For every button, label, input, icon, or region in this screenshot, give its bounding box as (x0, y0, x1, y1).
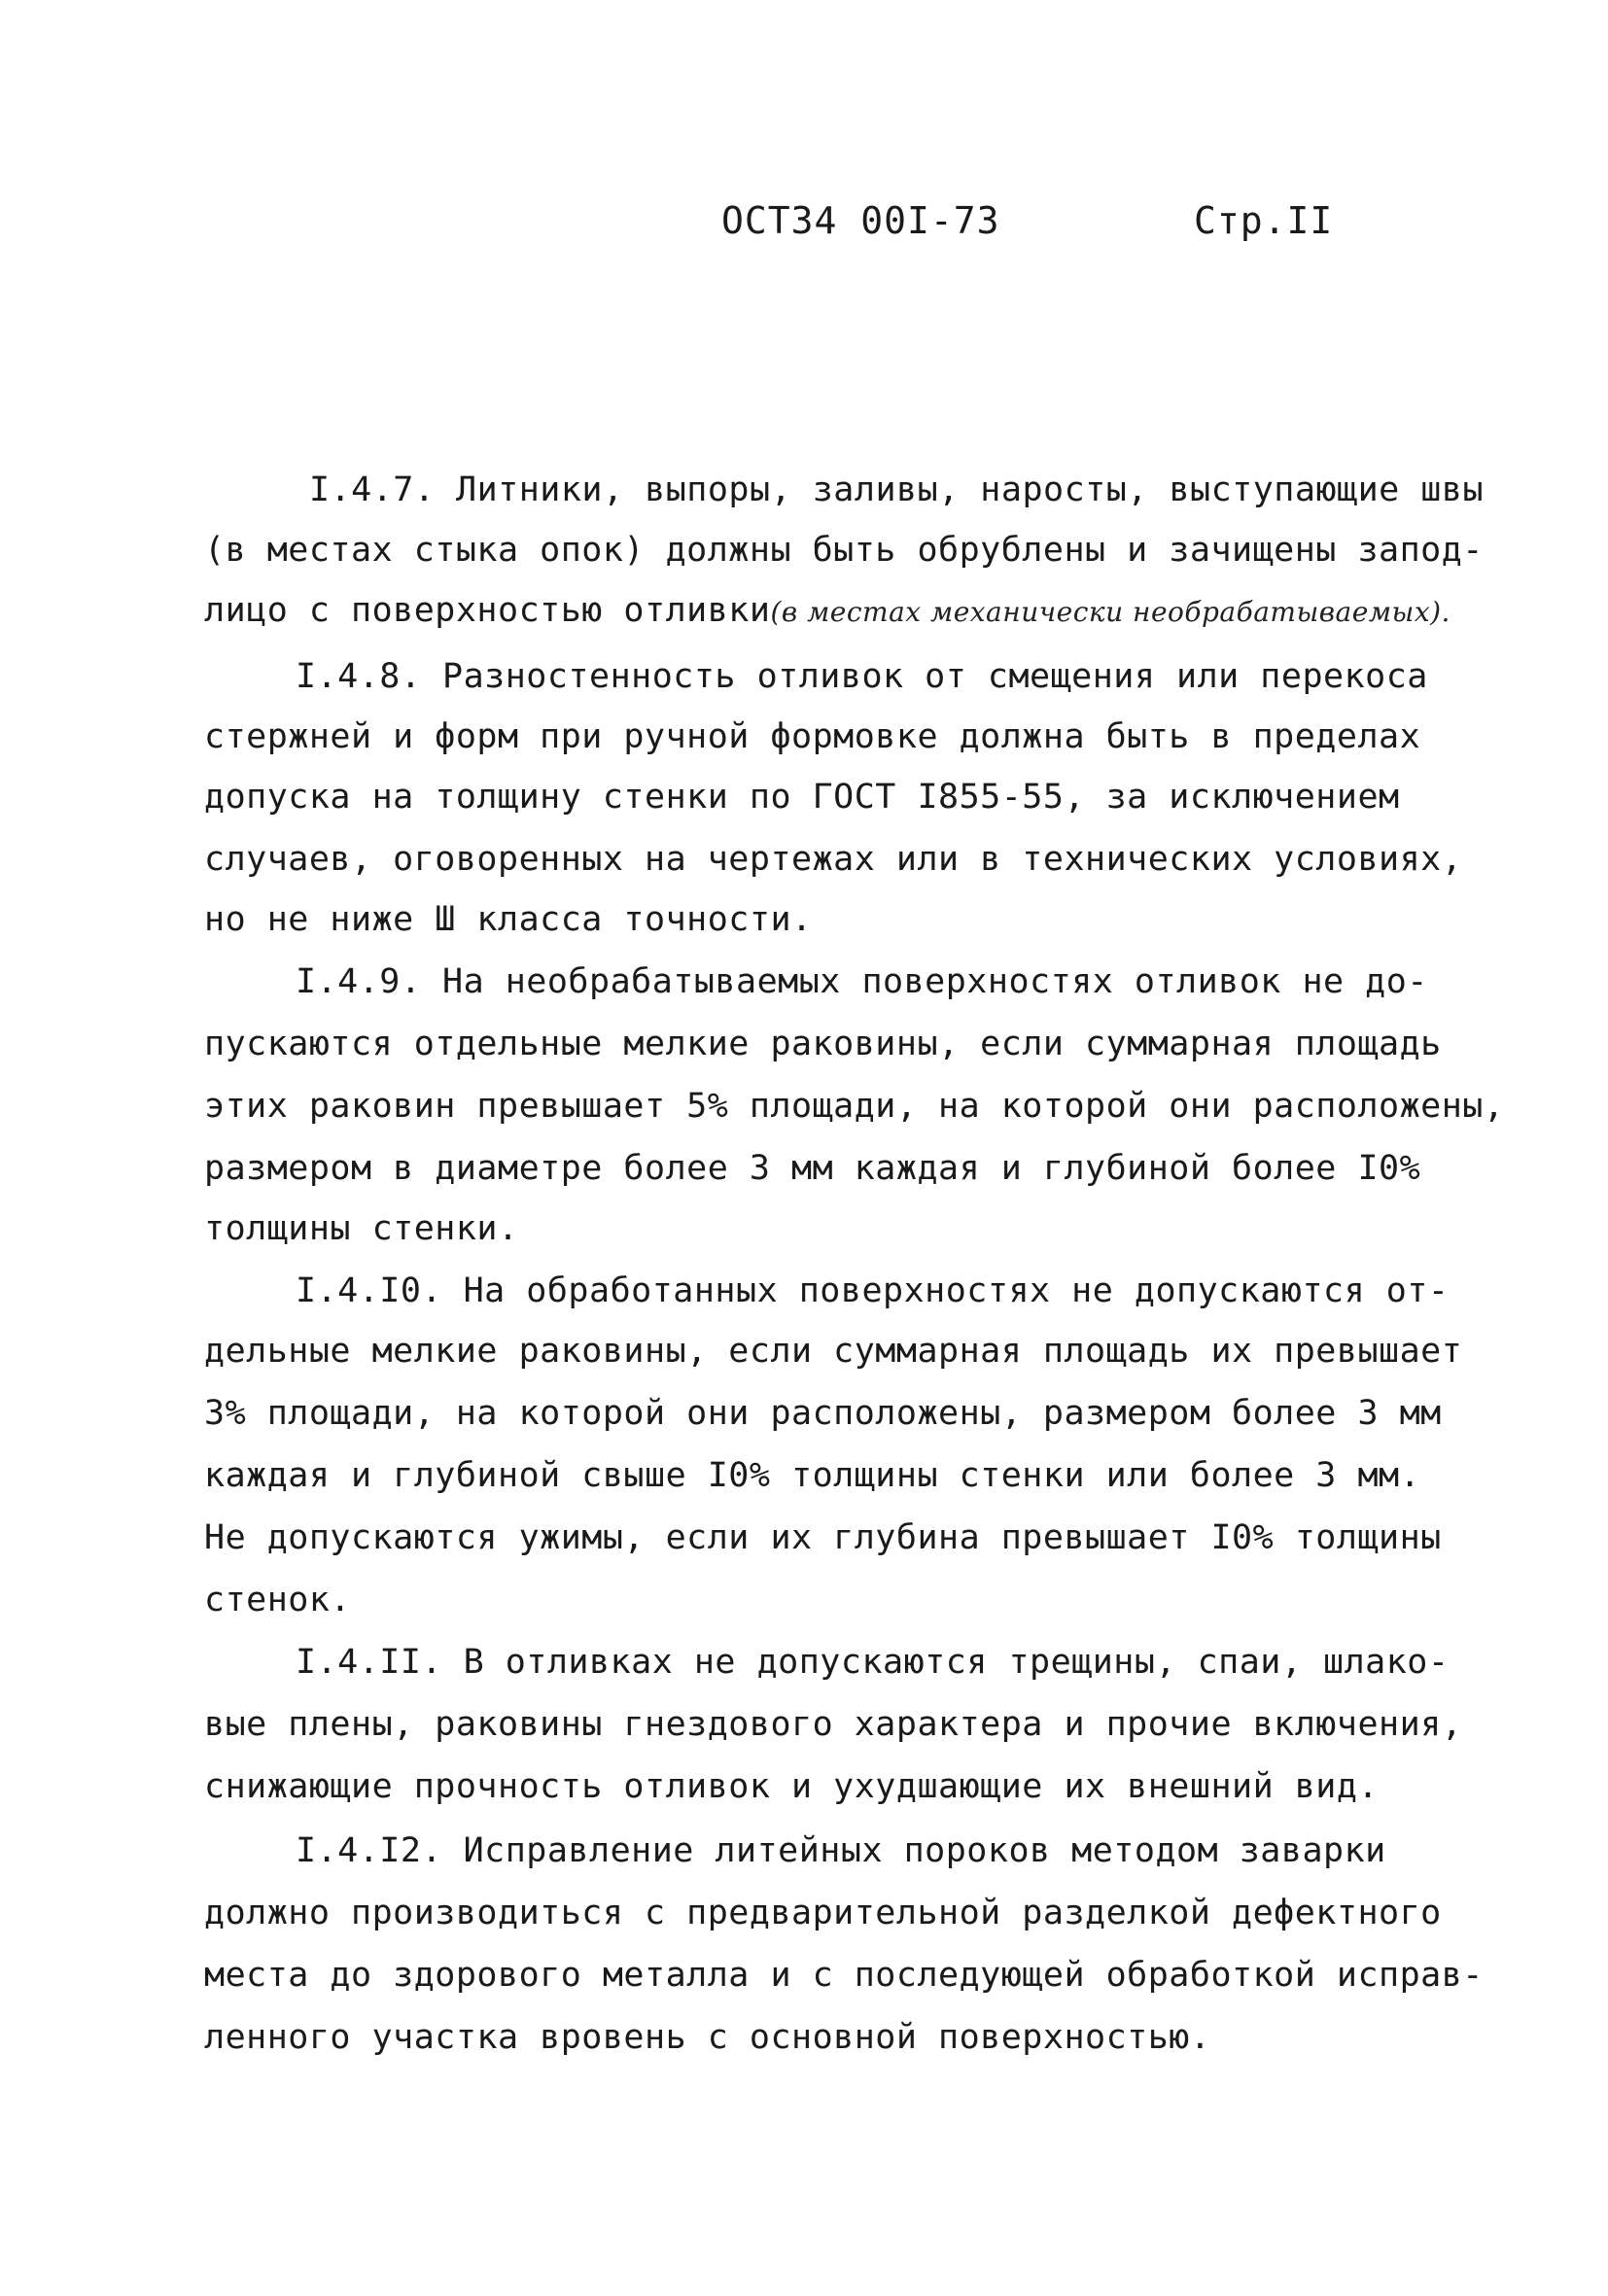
paragraph-1-4-10-line-2: дельные мелкие раковины, если суммарная площадь их превышает (204, 1332, 1463, 1371)
paragraph-1-4-8-line-4: случаев, оговоренных на чертежах или в технических условиях, (204, 840, 1463, 879)
paragraph-1-4-10-line-5: Не допускаются ужимы, если их глубина превышает I0% толщины (204, 1518, 1442, 1557)
paragraph-1-4-8-line-3: допуска на толщину стенки по ГОСТ I855-55, за исключением (204, 778, 1400, 817)
paragraph-1-4-10-line-3: 3% площади, на которой они расположены, размером более 3 мм (204, 1394, 1442, 1433)
paragraph-1-4-12-line-2: должно производиться с предварительной разделкой дефектного (204, 1894, 1442, 1932)
paragraph-1-4-12-line-3: места до здорового металла и с последующей обработкой исправ- (204, 1956, 1484, 1995)
paragraph-1-4-8-line-5: но не ниже Ш класса точности. (204, 900, 813, 939)
paragraph-1-4-10-line-4: каждая и глубиной свыше I0% толщины стенки или более 3 мм. (204, 1456, 1421, 1495)
paragraph-1-4-10-line-1: I.4.I0. На обработанных поверхностях не допускаются от- (296, 1271, 1450, 1310)
handwritten-annotation: (в местах механически необрабатываемых). (770, 596, 1451, 628)
paragraph-1-4-11-line-2: вые плены, раковины гнездового характера и прочие включения, (204, 1705, 1463, 1744)
document-code: ОСТ34 00I-73 (721, 199, 1000, 242)
page-number: Стр.II (1194, 199, 1334, 242)
paragraph-1-4-9-line-1: I.4.9. На необрабатываемых поверхностях отливок не до- (296, 962, 1428, 1001)
paragraph-1-4-7-line-2: (в местах стыка опок) должны быть обрублены и зачищены запод- (204, 531, 1484, 570)
paragraph-1-4-12-line-4: ленного участка вровень с основной поверхностью. (204, 2018, 1211, 2057)
paragraph-1-4-10-line-6: стенок. (204, 1581, 352, 1619)
paragraph-1-4-7-line-3 (204, 591, 1451, 630)
paragraph-1-4-12-line-1: I.4.I2. Исправление литейных пороков методом заварки (296, 1831, 1386, 1870)
paragraph-1-4-8-line-2: стержней и форм при ручной формовке должна быть в пределах (204, 717, 1421, 756)
paragraph-1-4-11-line-3: снижающие прочность отливок и ухудшающие их внешний вид. (204, 1767, 1380, 1806)
paragraph-1-4-11-line-1: I.4.II. В отливках не допускаются трещины, спаи, шлако- (296, 1643, 1450, 1682)
paragraph-1-4-9-line-3: этих раковин превышает 5% площади, на которой они расположены, (204, 1087, 1505, 1126)
paragraph-1-4-7-line-1: I.4.7. Литники, выпоры, заливы, наросты, выступающие швы (309, 470, 1485, 509)
paragraph-1-4-7-line-3-text: лицо с поверхностью отливки (204, 591, 771, 630)
paragraph-1-4-9-line-4: размером в диаметре более 3 мм каждая и глубиной более I0% (204, 1149, 1421, 1188)
paragraph-1-4-9-line-5: толщины стенки. (204, 1209, 519, 1248)
paragraph-1-4-8-line-1: I.4.8. Разностенность отливок от смещения или перекоса (296, 657, 1428, 696)
paragraph-1-4-9-line-2: пускаются отдельные мелкие раковины, если суммарная площадь (204, 1025, 1442, 1063)
